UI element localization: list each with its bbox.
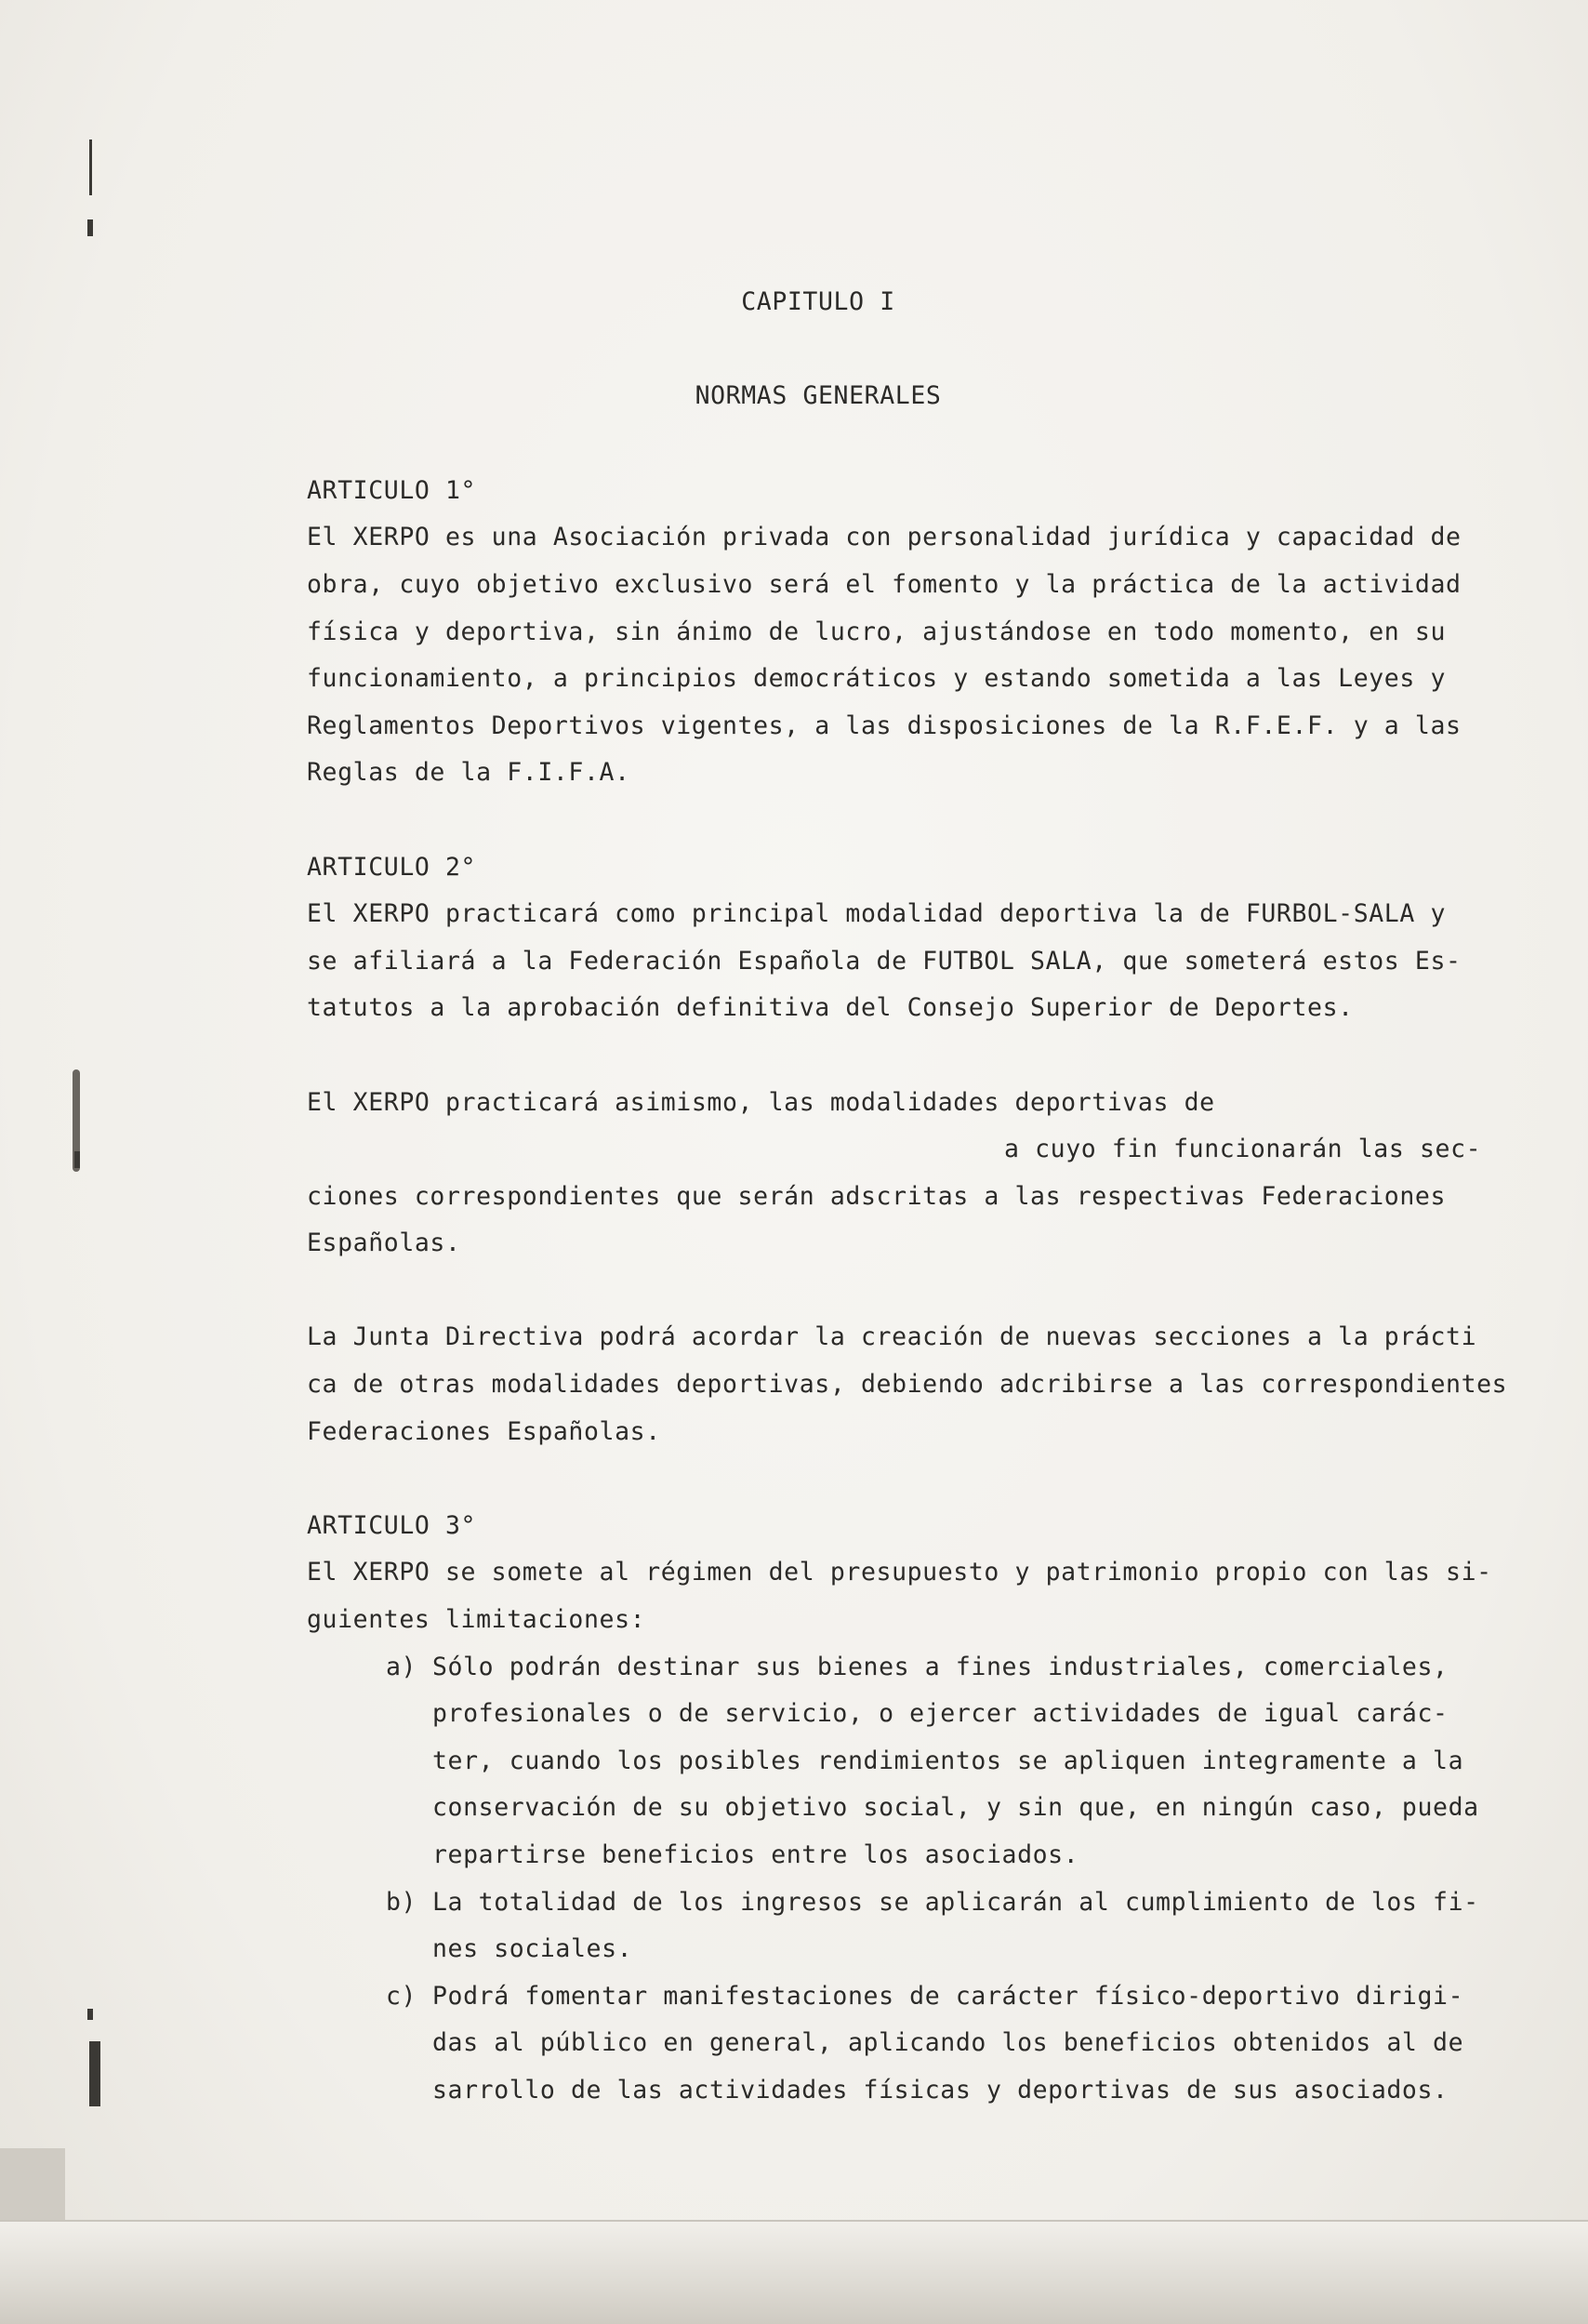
chapter-title: CAPITULO I <box>741 287 895 316</box>
text-line: Reglas de la F.I.F.A. <box>307 758 630 788</box>
text-line: El XERPO es una Asociación privada con personalidad jurídica y capacidad de <box>307 523 1462 552</box>
text-line: obra, cuyo objetivo exclusivo será el fomento y la práctica de la actividad <box>307 569 1462 599</box>
section-title: NORMAS GENERALES <box>695 381 942 411</box>
document-body <box>307 279 1543 2115</box>
text-line: El XERPO practicará como principal modalidad deportiva la de FURBOL-SALA y <box>307 899 1447 929</box>
text-line: guientes limitaciones: <box>307 1605 646 1635</box>
text-line: Podrá fomentar manifestaciones de carácter físico-deportivo dirigi- <box>432 1981 1464 2011</box>
article-2-paragraph-1 <box>307 891 1543 1032</box>
text-line: profesionales o de servicio, o ejercer actividades de igual carác- <box>432 1699 1449 1729</box>
list-item-marker: a) <box>386 1652 417 1681</box>
article-2-paragraph-2 <box>307 1080 1543 1268</box>
text-line: conservación de su objetivo social, y sin que, en ningún caso, pueda <box>432 1793 1479 1823</box>
text-line: El XERPO practicará asimismo, las modalidades deportivas de <box>307 1087 1215 1117</box>
text-line: Españolas. <box>307 1228 461 1258</box>
text-line: ciones correspondientes que serán adscritas a las respectivas Federaciones <box>307 1181 1447 1211</box>
list-item <box>307 1644 1543 1879</box>
page-bottom-edge <box>0 2220 1588 2324</box>
text-line: nes sociales. <box>432 1934 633 1964</box>
text-line: repartirse beneficios entre los asociados. <box>432 1840 1079 1869</box>
text-line: se afiliará a la Federación Española de FUTBOL SALA, que someterá estos Es- <box>307 946 1462 976</box>
article-heading: ARTICULO 3° <box>307 1510 477 1540</box>
text-line: El XERPO se somete al régimen del presupuesto y patrimonio propio con las si- <box>307 1558 1492 1587</box>
text-line: La totalidad de los ingresos se aplicarán al cumplimiento de los fi- <box>432 1887 1479 1917</box>
article-1-paragraph <box>307 514 1543 797</box>
text-line: Reglamentos Deportivos vigentes, a las disposiciones de la R.F.E.F. y a las <box>307 710 1462 740</box>
article-2-paragraph-3 <box>307 1314 1543 1455</box>
text-line: a cuyo fin funcionarán las sec- <box>1004 1135 1482 1164</box>
text-line: sarrollo de las actividades físicas y deportivas de sus asociados. <box>432 2075 1449 2105</box>
list-item <box>307 1879 1543 1973</box>
article-3-intro <box>307 1549 1543 1643</box>
text-line: La Junta Directiva podrá acordar la creación de nuevas secciones a la prácti <box>307 1322 1477 1352</box>
text-line: física y deportiva, sin ánimo de lucro, ajustándose en todo momento, en su <box>307 617 1447 646</box>
text-line: ca de otras modalidades deportivas, debiendo adcribirse a las correspondientes <box>307 1370 1508 1400</box>
list-item <box>307 1973 1543 2115</box>
list-item-marker: c) <box>386 1981 417 2011</box>
article-heading: ARTICULO 1° <box>307 475 477 505</box>
text-line: Sólo podrán destinar sus bienes a fines industriales, comerciales, <box>432 1652 1449 1681</box>
list-item-marker: b) <box>386 1887 417 1917</box>
text-line: ter, cuando los posibles rendimientos se apliquen integramente a la <box>432 1746 1464 1775</box>
text-line: tatutos a la aprobación definitiva del Consejo Superior de Deportes. <box>307 993 1354 1023</box>
text-line: das al público en general, aplicando los beneficios obtenidos al de <box>432 2028 1464 2058</box>
text-line: Federaciones Españolas. <box>307 1416 661 1446</box>
text-line: funcionamiento, a principios democráticos y estando sometida a las Leyes y <box>307 664 1447 694</box>
article-heading: ARTICULO 2° <box>307 852 477 882</box>
